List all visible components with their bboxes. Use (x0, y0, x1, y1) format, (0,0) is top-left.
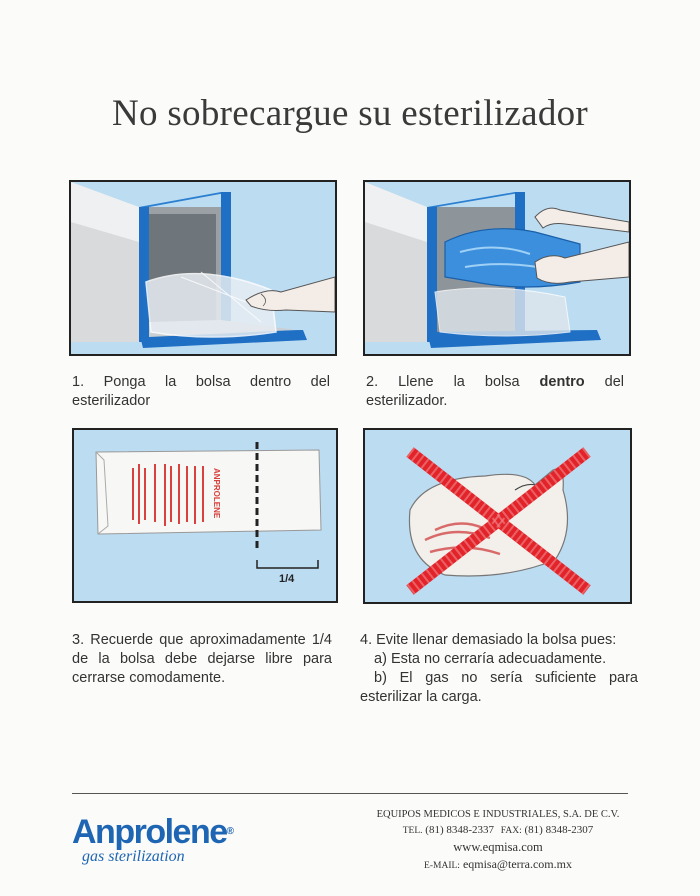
page-title: No sobrecargue su esterilizador (111, 93, 589, 134)
subitem-b-text: El gas no sería suficiente para esterilizar la carga. (360, 670, 638, 705)
tel-number: (81) 8348-2337 (425, 824, 495, 836)
anprolene-logo (72, 815, 233, 865)
step-2-description-end: del esterilizador. (366, 374, 625, 409)
illustration-step-1 (69, 180, 337, 356)
step-4-number: 4. (360, 632, 373, 648)
step-1-description: Ponga la bolsa dentro del esterilizador (72, 374, 330, 409)
step-4-description: Evite llenar demasiado la bolsa pues: (376, 632, 617, 648)
email-line (366, 856, 630, 875)
company-name: EQUIPOS MEDICOS E INDUSTRIALES, S.A. DE C.V. (376, 809, 620, 820)
step-4-text (360, 631, 638, 707)
phone-fax-line (366, 822, 630, 839)
bag-quarter-free-illustration (74, 430, 336, 601)
email-label: E-MAIL: (424, 861, 460, 871)
overfilled-bag-illustration (365, 430, 630, 602)
step-2-description-start: Llene la bolsa (398, 374, 540, 390)
step-4-subitem-a (360, 650, 638, 669)
illustration-step-4 (363, 428, 632, 604)
step-4-subitem-b (360, 669, 638, 707)
step-2-emphasis: dentro (539, 374, 585, 390)
footer-divider (72, 793, 628, 794)
step-3-text (72, 631, 332, 688)
step-2-text (366, 373, 624, 411)
subitem-a-marker: a) (374, 651, 387, 667)
step-3-description: Recuerde que aproximadamente 1/4 de la bolsa debe dejarse libre para cerrarse comodamente. (72, 632, 332, 686)
fax-label: FAX: (500, 826, 522, 836)
step-3-number: 3. (72, 632, 85, 648)
fraction-label: 1/4 (279, 573, 295, 585)
brand-name: Anprolene (72, 813, 227, 851)
step-1-text (72, 373, 330, 411)
illustration-step-3 (72, 428, 338, 603)
subitem-a-text: Esta no cerraría adecuadamente. (390, 651, 607, 667)
email-address: eqmisa@terra.com.mx (462, 857, 572, 871)
step-2-number: 2. (366, 374, 379, 390)
sterilizer-bag-insert-illustration (71, 182, 335, 354)
sterilizer-bag-fill-illustration (365, 182, 629, 354)
step-1-number: 1. (72, 374, 85, 390)
contact-block (366, 808, 630, 875)
bag-brand-label: ANPROLENE (212, 468, 221, 519)
brand-tagline: gas sterilization (82, 848, 185, 865)
tel-label: TEL. (402, 826, 423, 836)
subitem-b-marker: b) (374, 670, 387, 686)
registered-mark: ® (226, 826, 233, 837)
illustration-step-2 (363, 180, 631, 356)
website: www.eqmisa.com (453, 840, 543, 854)
fax-number: (81) 8348-2307 (524, 824, 594, 836)
